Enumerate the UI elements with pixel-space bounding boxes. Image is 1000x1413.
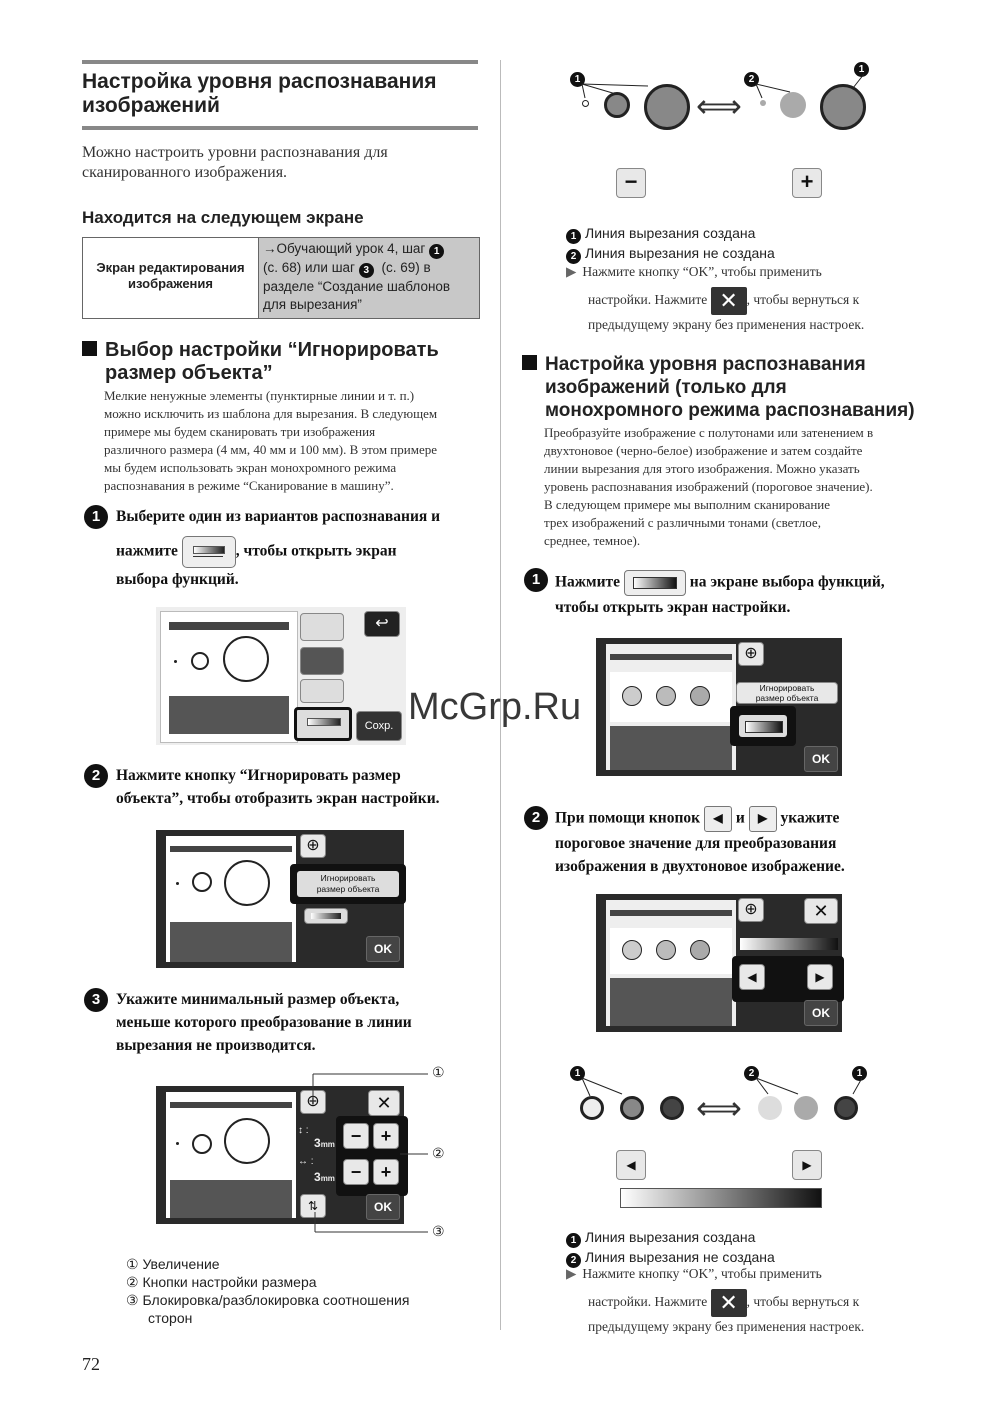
preview-gray-band: [610, 978, 732, 1026]
section-2-line-1: Настройка уровня распознавания: [545, 354, 866, 375]
ignore-size-button[interactable]: [736, 682, 838, 704]
section-1-line-2: размер объекта”: [105, 362, 273, 384]
section-2-body-line: трех изображений с различными тонами (светлое,: [544, 515, 821, 530]
table-right-line-1: →Обучающий урок 4, шаг: [263, 241, 426, 256]
threshold-left-button-large[interactable]: ◀: [616, 1150, 646, 1180]
section-1-body: [104, 387, 484, 495]
callout-created-2: 1: [852, 1066, 867, 1081]
step-2-text: [116, 764, 440, 810]
zoom-button[interactable]: ⊕: [738, 642, 764, 666]
title-line-2: изображений: [82, 94, 220, 117]
section-2-line-3: монохромного режима распознавания): [545, 400, 915, 421]
save-button[interactable]: Сохр.: [356, 711, 402, 741]
large-circle: [224, 1118, 270, 1164]
note-row: [566, 1264, 864, 1283]
bw-threshold-button-icon: [624, 570, 686, 596]
legend-continuation: сторон: [148, 1310, 193, 1326]
small-circle: [191, 652, 209, 670]
threshold-right-button-large[interactable]: ▶: [792, 1150, 822, 1180]
section-1-body-line: различного размера (4 мм, 40 мм и 100 мм). В этом примере: [104, 442, 437, 457]
step-b-line-1b: и: [735, 809, 745, 827]
page-number: 72: [82, 1354, 100, 1374]
preview-top-band: [610, 654, 732, 660]
double-arrow-icon: ⟺: [696, 1090, 742, 1126]
section-2-body-line: среднее, темное).: [544, 533, 641, 548]
shape-button-2[interactable]: [300, 679, 344, 703]
step-a-line-1b: на экране выбора функций,: [689, 573, 885, 591]
step-1-badge: 1: [429, 244, 444, 259]
table-right-line-2a: (с. 68) или шаг: [263, 260, 355, 275]
legend-badge: 2: [566, 1253, 581, 1268]
dark-circle: [690, 940, 710, 960]
step-3-number: 3: [84, 988, 108, 1012]
note-line-1: Нажмите кнопку “OK”, чтобы применить: [582, 264, 822, 279]
threshold-right-button[interactable]: ▶: [807, 964, 833, 990]
ignore-size-label: [297, 871, 399, 897]
light-circle: [622, 940, 642, 960]
step-a-text: [555, 570, 885, 619]
minus-button[interactable]: −: [616, 168, 646, 198]
callout-1: ①: [432, 1064, 445, 1080]
step-2-number: 2: [84, 764, 108, 788]
note-row: [566, 287, 864, 315]
width-label: ↔ :: [298, 1156, 314, 1167]
small-circle: [192, 1134, 212, 1154]
step-1-line-1: Выберите один из вариантов распознавания и: [116, 508, 441, 525]
threshold-gradient-large: [620, 1188, 822, 1208]
step-b-line-1a: При помощи кнопок: [555, 809, 701, 827]
legend-item: [126, 1273, 409, 1291]
step-3-text: [116, 988, 412, 1057]
zoom-button[interactable]: ⊕: [738, 898, 764, 922]
screen-b: [596, 894, 842, 1032]
section-1-body-line: мы будем использовать экран монохромного режима: [104, 460, 397, 475]
note-1: [566, 262, 864, 334]
light-gray-circle: [758, 1096, 782, 1120]
title-rule-bottom: [82, 126, 478, 130]
light-circle: [580, 1096, 604, 1120]
screen-1-preview: [160, 611, 298, 743]
legend-row: [566, 224, 775, 244]
height-number: 3: [314, 1136, 321, 1150]
large-circle-2: [820, 84, 866, 130]
medium-circle: [656, 686, 676, 706]
table-right-cell: [259, 238, 479, 318]
legend-text: Блокировка/разблокировка соотношения: [142, 1292, 410, 1308]
legend-text: Увеличение: [142, 1256, 220, 1272]
screen-2: [156, 830, 404, 968]
ignore-label-2: размер объекта: [316, 884, 380, 894]
note-line-1: Нажмите кнопку “OK”, чтобы применить: [582, 1266, 822, 1281]
callout-created-2: 1: [854, 62, 869, 77]
edit-function-button[interactable]: [294, 707, 352, 741]
dark-circle: [660, 1096, 684, 1120]
step-b-line-3: изображения в двухтоновое изображение.: [555, 858, 845, 875]
width-plus-button[interactable]: +: [373, 1159, 399, 1185]
note-row: [566, 1289, 864, 1317]
tiny-gray-dot: [760, 100, 766, 106]
close-button[interactable]: ✕: [368, 1090, 400, 1116]
callout-3: ③: [432, 1223, 445, 1239]
back-button[interactable]: ↩: [364, 611, 400, 637]
section-2-line-2: изображений (только для: [545, 377, 787, 398]
width-minus-button[interactable]: −: [343, 1159, 369, 1185]
location-table: [82, 237, 480, 319]
medium-circle: [656, 940, 676, 960]
location-heading: Находится на следующем экране: [82, 208, 364, 227]
legend-row: [566, 244, 775, 264]
screen-3-preview: [166, 1092, 296, 1218]
note-line-3: предыдущему экрану без применения настроек.: [588, 1319, 865, 1334]
ignore-label-2: размер объекта: [755, 693, 819, 703]
ok-button[interactable]: OK: [804, 746, 838, 772]
ok-button[interactable]: OK: [366, 1194, 400, 1220]
step-b-line-1c: укажите: [780, 809, 840, 827]
step-1-text: [116, 505, 440, 591]
legend-badge: 1: [566, 1233, 581, 1248]
legend-text: Линия вырезания не создана: [585, 1249, 775, 1265]
step-a-line-2: чтобы открыть экран настройки.: [555, 599, 791, 616]
preview-gray-band: [169, 696, 289, 734]
preview-gray-band: [170, 1180, 292, 1218]
callout-created: 1: [570, 1066, 585, 1081]
small-circle: [192, 872, 212, 892]
ignore-label-1: Игнорировать: [320, 873, 376, 883]
zoom-button[interactable]: ⊕: [300, 834, 326, 858]
tiny-circle: [582, 100, 589, 107]
small-gray-circle: [780, 92, 806, 118]
section-2-body-line: линии вырезания для этого изображения. Можно указать: [544, 461, 860, 476]
width-number: 3: [314, 1170, 321, 1184]
arrow-marker-icon: ▶: [566, 264, 577, 279]
note-2: [566, 1264, 864, 1336]
legend-text: Кнопки настройки размера: [142, 1274, 317, 1290]
step-1-number: 1: [84, 505, 108, 529]
note-row: [566, 262, 864, 281]
bw-button[interactable]: [304, 908, 348, 924]
section-1-body-line: распознавания в режиме “Сканирование в машину”.: [104, 478, 394, 493]
preview-gray-band: [610, 726, 732, 770]
step-3-line-1: Укажите минимальный размер объекта,: [116, 991, 400, 1008]
note-line-3: предыдущему экрану без применения настроек.: [588, 317, 865, 332]
preview-gray-band: [170, 922, 292, 962]
section-1-body-line: можно исключить из шаблона для вырезания. В следующем: [104, 406, 438, 421]
light-circle: [622, 686, 642, 706]
height-unit: mm: [320, 1140, 335, 1149]
step-1-line-3: выбора функций.: [116, 571, 239, 588]
large-circle: [644, 84, 690, 130]
small-circle: [604, 92, 630, 118]
table-right-line-2b: (с. 69) в: [381, 260, 431, 275]
section-2-body-line: В следующем примере мы выполним сканирование: [544, 497, 831, 512]
legend-text: Линия вырезания создана: [585, 1229, 756, 1245]
dot: [176, 882, 179, 885]
threshold-buttons-group: [732, 956, 844, 1002]
legend-mark: ②: [126, 1274, 139, 1290]
legend-list: [126, 1255, 409, 1327]
callout-created: 1: [570, 72, 585, 87]
dot: [174, 660, 177, 663]
table-right-line-4: для вырезания”: [263, 297, 362, 312]
callout-not-created: 2: [744, 72, 759, 87]
diagram-1: [568, 60, 888, 140]
callout-2: ②: [432, 1145, 445, 1161]
edit-function-button-icon: [182, 536, 236, 568]
step-1-line-2b: , чтобы открыть экран: [235, 542, 397, 560]
ignore-size-button-highlight[interactable]: [290, 864, 406, 904]
large-circle: [224, 860, 270, 906]
screen-1: [156, 607, 406, 745]
step-1-line-2a: нажмите: [116, 542, 178, 560]
legend-item: [126, 1255, 409, 1273]
section-2-body-line: двухтоновое (черно-белое) изображение и затем создайте: [544, 443, 863, 458]
intro-text: [82, 143, 388, 183]
preview-top-band: [169, 622, 289, 630]
large-circle: [223, 636, 269, 682]
close-icon: ✕: [711, 1289, 747, 1317]
step-3-badge: 3: [359, 263, 374, 278]
medium-circle: [620, 1096, 644, 1120]
note-line-2b: , чтобы вернуться к: [746, 292, 860, 308]
double-arrow-icon: ⟺: [696, 88, 742, 124]
legend-2: [566, 1228, 775, 1268]
threshold-gradient-bar: [740, 938, 838, 950]
section-1-body-line: примере мы будем сканировать три изображения: [104, 424, 376, 439]
preview-top-band: [170, 846, 292, 852]
callout-lines: [300, 1062, 450, 1242]
section-2-body: [544, 424, 944, 550]
outline-button[interactable]: [300, 647, 344, 675]
height-minus-button[interactable]: −: [343, 1123, 369, 1149]
close-icon: ✕: [711, 287, 747, 315]
legend-text: Линия вырезания создана: [585, 225, 756, 241]
table-left-line-1: Экран редактирования: [96, 260, 245, 275]
preview-top-band: [610, 910, 732, 916]
ignore-label-1: Игнорировать: [759, 683, 815, 693]
section-1-body-line: Мелкие ненужные элементы (пунктирные линии и т. п.): [104, 388, 415, 403]
legend-text: Линия вырезания не создана: [585, 245, 775, 261]
step-2-line-1: Нажмите кнопку “Игнорировать размер: [116, 767, 401, 784]
step-b-number: 2: [524, 806, 548, 830]
dot: [176, 1142, 179, 1145]
dark-outlined-circle: [834, 1096, 858, 1120]
ok-button[interactable]: OK: [804, 1000, 838, 1026]
legend-item: [126, 1291, 409, 1309]
screen-a: [596, 638, 842, 776]
legend-badge: 1: [566, 229, 581, 244]
note-line-2a: настройки. Нажмите: [588, 1294, 708, 1310]
legend-mark: ③: [126, 1292, 139, 1308]
height-label: ↕ :: [298, 1125, 309, 1136]
lock-ratio-button[interactable]: ⇅: [300, 1194, 326, 1218]
close-button[interactable]: ✕: [804, 898, 838, 924]
note-line-2b: , чтобы вернуться к: [746, 1294, 860, 1310]
screen-b-preview: [606, 900, 736, 1026]
section-2-heading: [522, 353, 915, 422]
step-a-number: 1: [524, 568, 548, 592]
table-left-text: [83, 260, 258, 292]
diagram-2: [568, 1062, 888, 1126]
bw-threshold-button[interactable]: [730, 706, 796, 746]
note-line-2a: настройки. Нажмите: [588, 292, 708, 308]
legend-mark: ①: [126, 1256, 139, 1272]
title-line-1: Настройка уровня распознавания: [82, 70, 437, 93]
left-arrow-icon: ◀: [704, 806, 732, 832]
callout-not-created: 2: [744, 1066, 759, 1081]
page-title: [82, 70, 437, 118]
arrow-marker-icon: ▶: [566, 1266, 577, 1281]
section-1-heading: [82, 339, 439, 385]
step-b-text: [555, 806, 845, 878]
legend-row: [566, 1228, 775, 1248]
height-plus-button[interactable]: +: [373, 1123, 399, 1149]
screen-2-preview: [166, 836, 296, 962]
ok-button[interactable]: OK: [366, 936, 400, 962]
screen-a-preview: [606, 644, 736, 770]
legend-badge: 2: [566, 249, 581, 264]
section-2-body-line: уровень распознавания изображений (пороговое значение).: [544, 479, 873, 494]
table-left-line-2: изображения: [128, 276, 213, 291]
zoom-button[interactable]: ⊕: [300, 1090, 326, 1114]
right-arrow-icon: ▶: [749, 806, 777, 832]
section-bullet: [82, 341, 97, 356]
table-left-cell: [83, 238, 259, 318]
table-right-line-3: разделе “Создание шаблонов: [263, 279, 451, 294]
preview-top-band: [170, 1102, 292, 1108]
dark-circle: [690, 686, 710, 706]
section-2-body-line: Преобразуйте изображение с полутонами или затенением в: [544, 425, 874, 440]
section-bullet: [522, 355, 537, 370]
threshold-left-button[interactable]: ◀: [739, 964, 765, 990]
section-1-line-1: Выбор настройки “Игнорировать: [105, 339, 439, 361]
intro-line-2: сканированного изображения.: [82, 164, 288, 181]
step-a-line-1a: Нажмите: [555, 573, 621, 591]
step-3-line-2: меньше которого преобразование в линии: [116, 1014, 412, 1031]
plus-button[interactable]: +: [792, 168, 822, 198]
step-2-line-2: объекта”, чтобы отобразить экран настройки.: [116, 790, 440, 807]
table-right-text: [263, 240, 477, 314]
intro-line-1: Можно настроить уровни распознавания для: [82, 144, 388, 161]
legend-1: [566, 224, 775, 264]
title-rule-top: [82, 60, 478, 64]
watermark: McGrp.Ru: [408, 686, 582, 728]
step-b-line-2: пороговое значение для преобразования: [555, 835, 837, 852]
width-unit: mm: [320, 1174, 335, 1183]
shape-button[interactable]: [300, 613, 344, 641]
step-3-line-3: вырезания не производится.: [116, 1037, 316, 1054]
medium-gray-circle: [794, 1096, 818, 1120]
